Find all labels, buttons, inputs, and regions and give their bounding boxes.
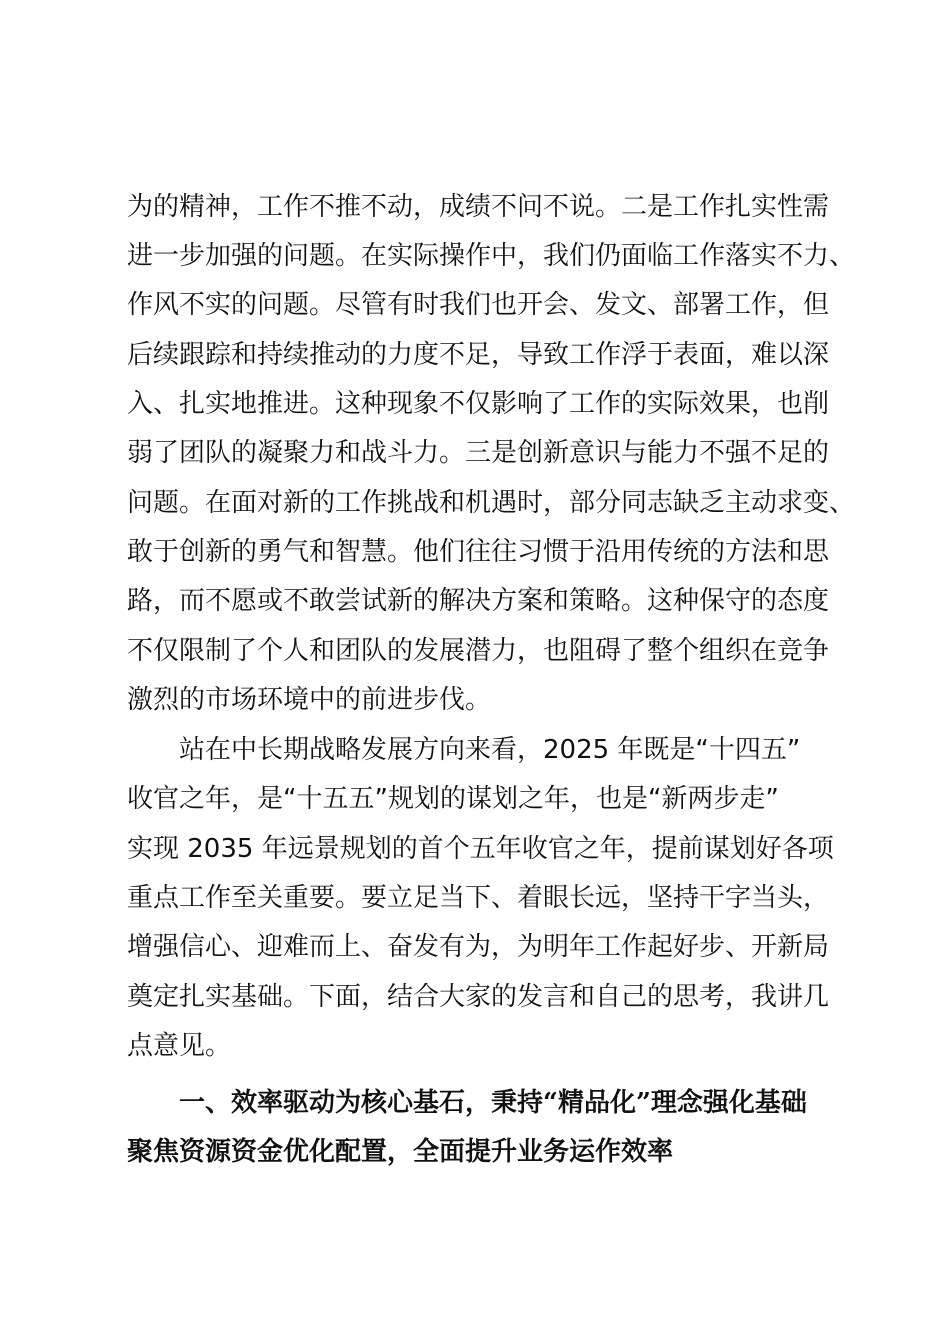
body-text-line: 重点工作至关重要。要立足当下、着眼长远，坚持干字当头， (127, 883, 830, 913)
body-text-line: 作风不实的问题。尽管有时我们也开会、发文、部署工作，但 (127, 290, 830, 320)
body-text-line: 不仅限制了个人和团队的发展潜力，也阻碍了整个组织在竞争 (127, 636, 830, 666)
body-text-line: 问题。在面对新的工作挑战和机遇时，部分同志缺乏主动求变、 (127, 488, 856, 518)
section-heading-line: 一、效率驱动为核心基石，秉持“精品化”理念强化基础 (179, 1088, 807, 1118)
section-heading-line: 聚焦资源资金优化配置，全面提升业务运作效率 (127, 1137, 674, 1167)
body-text-line: 为的精神，工作不推不动，成绩不问不说。二是工作扎实性需 (127, 192, 830, 222)
body-text-line: 增强信心、迎难而上、奋发有为，为明年工作起好步、开新局 (127, 932, 830, 962)
paragraph-first-line: 站在中长期战略发展方向来看，2025 年既是“十四五” (179, 735, 801, 765)
body-text-line: 收官之年，是“十五五”规划的谋划之年，也是“新两步走” (127, 784, 779, 814)
body-text-line: 敢于创新的勇气和智慧。他们往往习惯于沿用传统的方法和思 (127, 537, 830, 567)
body-text-line: 实现 2035 年远景规划的首个五年收官之年，提前谋划好各项 (127, 834, 834, 864)
body-text-line: 激烈的市场环境中的前进步伐。 (127, 685, 492, 715)
body-text-line: 路，而不愿或不敢尝试新的解决方案和策略。这种保守的态度 (127, 586, 830, 616)
body-text-line: 入、扎实地推进。这种现象不仅影响了工作的实际效果，也削 (127, 389, 830, 419)
body-text-line: 奠定扎实基础。下面，结合大家的发言和自己的思考，我讲几 (127, 982, 830, 1012)
body-text-line: 点意见。 (127, 1031, 232, 1061)
body-text-line: 后续跟踪和持续推动的力度不足，导致工作浮于表面，难以深 (127, 340, 830, 370)
body-text-line: 进一步加强的问题。在实际操作中，我们仍面临工作落实不力、 (127, 241, 856, 271)
body-text-line: 弱了团队的凝聚力和战斗力。三是创新意识与能力不强不足的 (127, 438, 830, 468)
